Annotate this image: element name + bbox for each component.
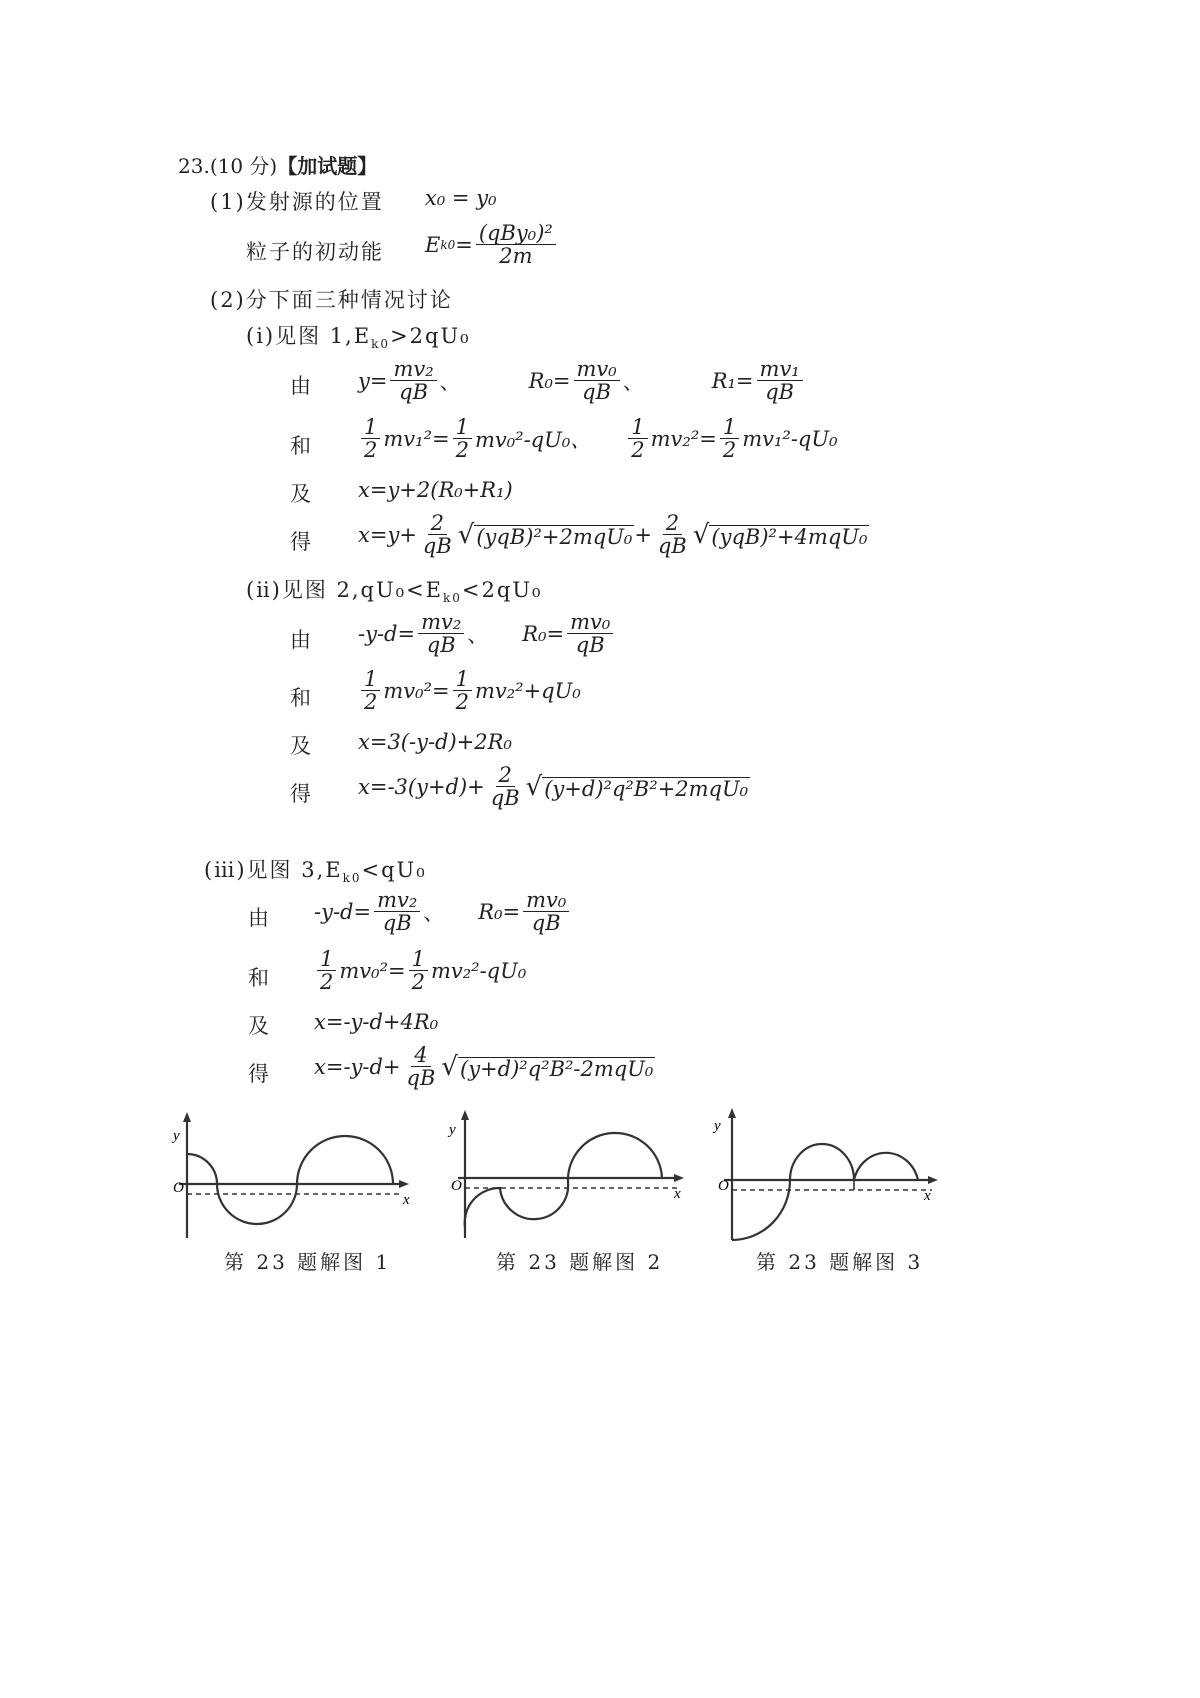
- part2-label: (2)分下面三种情况讨论: [210, 288, 453, 312]
- sqrt-term: √ (y+d)²q²B²-2mqU₀: [441, 1051, 654, 1082]
- figure-3-caption: 第 23 题解图 3: [756, 1250, 924, 1274]
- case2-you-eq: -y-d= $\frac{\text{mv₂}}{qB}$ 、 R₀= $\frac{\text{mv₀}}{qB}$: [358, 611, 616, 656]
- case2-ji-keyword: 及: [290, 734, 311, 758]
- trajectory-curve: [465, 1133, 662, 1228]
- figure-1-caption: 第 23 题解图 1: [224, 1250, 392, 1274]
- case1-ji-eq: x=y+2(R₀+R₁): [358, 478, 513, 502]
- case1-ji-keyword: 及: [290, 482, 311, 506]
- case1-de-eq: x=y+ $\frac{2}{qB}$ √ (yqB)²+2mqU₀ + $\frac{2}{qB}$ √ (yqB)²+4mqU₀: [358, 511, 868, 558]
- x-axis-arrow: [928, 1176, 938, 1184]
- trajectory-curve: [732, 1144, 918, 1240]
- case3-ji-eq: x=-y-d+4R₀: [314, 1010, 439, 1034]
- question-number: 23.: [178, 154, 210, 178]
- sqrt-term-1: √ (yqB)²+2mqU₀: [457, 519, 633, 550]
- y-axis-label: y: [173, 1128, 180, 1144]
- case3-de-keyword: 得: [248, 1062, 269, 1086]
- case1-de-keyword: 得: [290, 530, 311, 554]
- origin-label: O: [451, 1178, 462, 1194]
- case2-label: (ⅱ)见图 $2,qU_0<E_{k0}<2qU_0$: [246, 578, 543, 606]
- origin-label: O: [718, 1178, 729, 1194]
- case3-you-eq: -y-d= $\frac{\text{mv₂}}{qB}$ 、 R₀= $\frac{\text{mv₀}}{qB}$: [314, 889, 572, 934]
- y-axis-arrow: [183, 1112, 191, 1122]
- x-axis-label: x: [403, 1192, 410, 1208]
- part1-position-eq: x₀ = y₀: [425, 186, 497, 210]
- case3-label: (ⅲ)见图 $3,E_{k0}<qU_0$: [204, 858, 427, 886]
- case2-de-keyword: 得: [290, 782, 311, 806]
- figure-3-diagram: [710, 1108, 970, 1248]
- case2-ji-eq: x=3(-y-d)+2R₀: [358, 730, 512, 754]
- case3-he-eq: $\frac{1}{2}$ mv₀²= $\frac{1}{2}$ mv₂²-qU₀: [314, 948, 526, 993]
- y-axis-label: y: [449, 1122, 456, 1138]
- case1-he-eq: $\frac{1}{2}$ mv₁²= $\frac{1}{2}$ mv₀²-qU₀、 $\frac{1}{2}$ mv₂²= $\frac{1}{2}$ mv₁²-qU₀: [358, 416, 838, 461]
- case1-you-eq: y= $\frac{\text{mv₂}}{qB}$ 、 R₀= $\frac{\text{mv₀}}{qB}$ 、 R₁= $\frac{\text{mv₁}}{qB}$: [358, 358, 806, 403]
- sqrt-term-2: √ (yqB)²+4mqU₀: [692, 519, 868, 550]
- part1-position-label: (1)发射源的位置: [210, 190, 384, 214]
- case2-he-keyword: 和: [290, 686, 311, 710]
- x-axis-arrow: [674, 1174, 684, 1182]
- figure-1-diagram: [165, 1110, 435, 1250]
- figure-2-caption: 第 23 题解图 2: [496, 1250, 664, 1274]
- y-axis-arrow: [461, 1110, 469, 1120]
- y-axis-label: y: [714, 1118, 721, 1134]
- energy-fraction: $\frac{\text{(qBy₀)²}}{2m}$: [476, 222, 556, 267]
- case3-ji-keyword: 及: [248, 1014, 269, 1038]
- question-points: (10 分): [209, 154, 278, 178]
- x-axis-label: x: [924, 1188, 931, 1204]
- question-header: [178, 150, 377, 179]
- question-tag: 【加试题】: [277, 154, 378, 178]
- case3-de-eq: x=-y-d+ $\frac{4}{qB}$ √ (y+d)²q²B²-2mqU₀: [314, 1043, 654, 1090]
- case2-de-eq: x=-3(y+d)+ $\frac{2}{qB}$ √ (y+d)²q²B²+2mqU₀: [358, 763, 749, 810]
- case3-you-keyword: 由: [248, 906, 269, 930]
- part1-energy-eq: E k0 = $\frac{\text{(qBy₀)²}}{2m}$: [425, 222, 559, 267]
- sqrt-term: √ (y+d)²q²B²+2mqU₀: [525, 771, 749, 802]
- case3-he-keyword: 和: [248, 966, 269, 990]
- figure-2-diagram: [440, 1110, 710, 1250]
- case1-he-keyword: 和: [290, 434, 311, 458]
- case2-he-eq: $\frac{1}{2}$ mv₀²= $\frac{1}{2}$ mv₂²+qU₀: [358, 668, 581, 713]
- y-axis-arrow: [728, 1108, 736, 1118]
- trajectory-curve: [187, 1136, 393, 1224]
- case1-you-keyword: 由: [290, 374, 311, 398]
- x-axis-arrow: [399, 1180, 409, 1188]
- x-axis-label: x: [674, 1186, 681, 1202]
- origin-label: O: [173, 1180, 184, 1196]
- case2-you-keyword: 由: [290, 628, 311, 652]
- part1-energy-label: 粒子的初动能: [246, 240, 384, 264]
- case1-label: (ⅰ)见图 $1,E_{k0}>2qU_0$: [246, 324, 471, 352]
